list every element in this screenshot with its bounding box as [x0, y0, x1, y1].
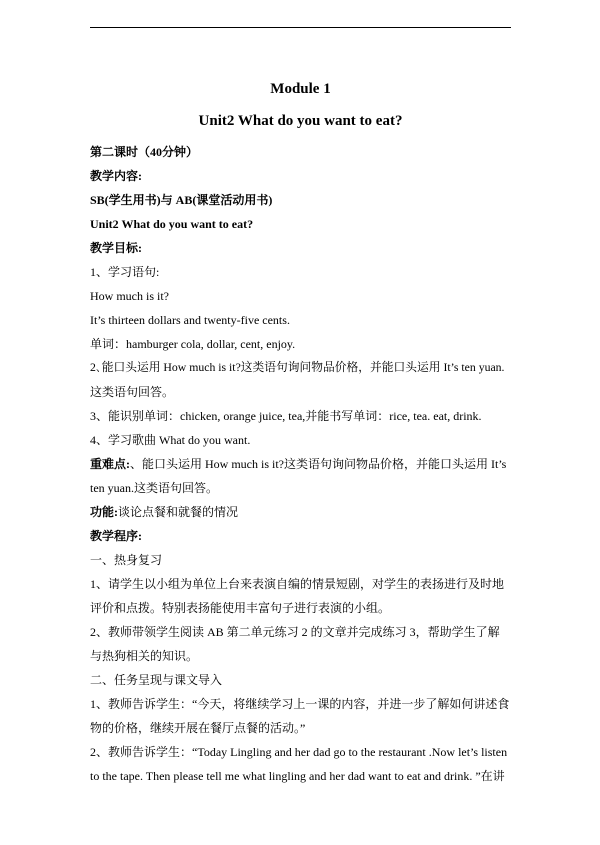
document-subtitle: Unit2 What do you want to eat?: [198, 113, 403, 129]
line-objective-2-cont: 这类语句回答。: [90, 385, 175, 399]
line-unit: Unit2 What do you want to eat?: [90, 217, 254, 231]
line-objective-3: 3、能识别单词：chicken, orange juice, tea,并能书写单词：rice, tea. eat, drink.: [90, 409, 482, 423]
line-objective-1: 1、学习语句:: [90, 265, 160, 279]
line-words: 单词：hamburger cola, dollar, cent, enjoy.: [90, 337, 296, 351]
function-text: 谈论点餐和就餐的情况: [118, 505, 239, 519]
line-step-1-1-cont: 评价和点拨。特别表扬能使用丰富句子进行表演的小组。: [90, 601, 391, 615]
document-title: Module 1: [270, 81, 331, 97]
line-step-2-2-cont: to the tape. Then please tell me what lingling and her dad want to eat and drink. ”在讲: [90, 769, 505, 783]
document-body: [90, 78, 511, 788]
line-sentence-2: It’s thirteen dollars and twenty-five cents.: [90, 313, 290, 327]
line-step-2-1-cont: 物的价格，继续开展在餐厅点餐的活动。”: [90, 721, 306, 735]
function-label: 功能:: [90, 505, 118, 519]
key-points-label: 重难点:: [90, 457, 130, 471]
line-content-heading: 教学内容:: [90, 169, 142, 183]
line-sentence-1: How much is it?: [90, 289, 169, 303]
line-step-1-2: 2、教师带领学生阅读 AB 第二单元练习 2 的文章并完成练习 3，帮助学生了解: [90, 625, 500, 639]
line-objectives-heading: 教学目标:: [90, 241, 142, 255]
line-books: SB(学生用书)与 AB(课堂活动用书): [90, 193, 273, 207]
line-procedure-heading: 教学程序:: [90, 529, 142, 543]
key-points-text: 、能口头运用 How much is it?这类语句询问物品价格，并能口头运用 It’s: [130, 457, 507, 471]
line-key-points-cont: ten yuan.这类语句回答。: [90, 481, 218, 495]
line-step-1-1: 1、请学生以小组为单位上台来表演自编的情景短剧，对学生的表扬进行及时地: [90, 577, 505, 591]
line-key-points: [90, 452, 511, 476]
header-rule: [90, 27, 511, 28]
line-section-1: 一、热身复习: [90, 553, 163, 567]
line-section-2: 二、任务呈现与课文导入: [90, 673, 223, 687]
line-step-2-1: 1、教师告诉学生：“今天，将继续学习上一课的内容，并进一步了解如何讲述食: [90, 697, 510, 711]
line-step-1-2-cont: 与热狗相关的知识。: [90, 649, 199, 663]
line-objective-4: 4、学习歌曲 What do you want.: [90, 433, 251, 447]
line-lesson-period: 第二课时（40分钟）: [90, 145, 199, 159]
line-step-2-2: 2、教师告诉学生：“Today Lingling and her dad go to the restaurant .Now let’s listen: [90, 745, 508, 759]
line-function: [90, 500, 511, 524]
line-objective-2: 2､能口头运用 How much is it?这类语句询问物品价格，并能口头运用 It’s ten yuan.: [90, 361, 505, 374]
